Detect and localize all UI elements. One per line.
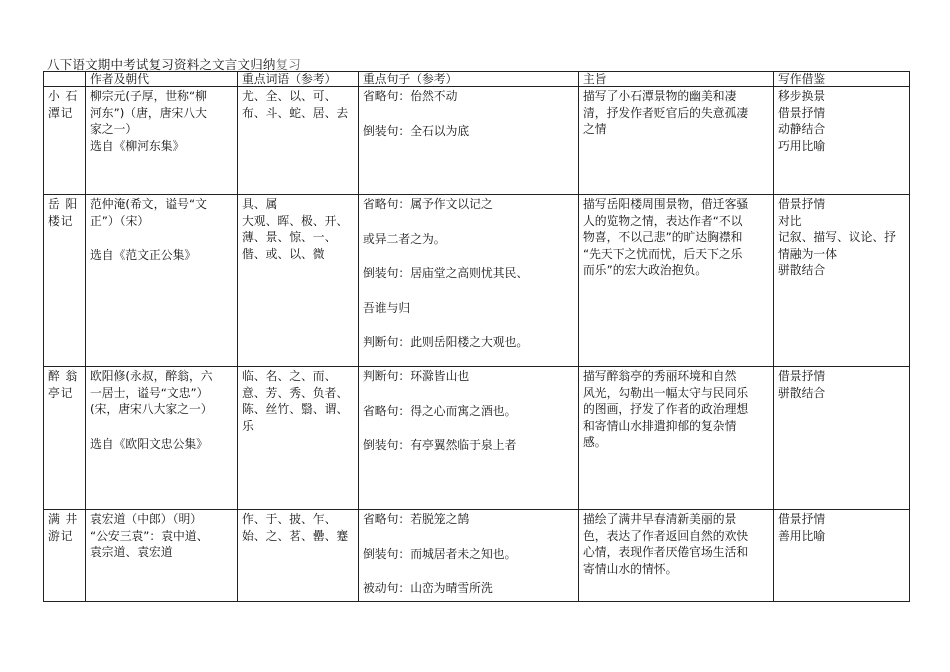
author-line: 正”）（宋） bbox=[90, 213, 150, 228]
title-suffix: 复习 bbox=[275, 57, 302, 72]
key-words-cell bbox=[238, 195, 359, 367]
key-words-cell bbox=[238, 510, 359, 602]
theme-line: 之情 bbox=[583, 122, 607, 136]
key-sentence: 被动句：山峦为晴雪所洗 bbox=[363, 581, 493, 595]
key-sentences-cell bbox=[359, 87, 579, 195]
theme-line: 描绘了满井早春清新美丽的景 bbox=[583, 512, 737, 526]
text-title-cell bbox=[44, 195, 86, 367]
theme-line: 人的览物之情，表达作者“不以 bbox=[583, 213, 743, 228]
header-row bbox=[44, 72, 910, 87]
theme-line: 心情，表现作者厌倦官场生活和 bbox=[583, 545, 749, 559]
key-sentence: 吾谁与归 bbox=[363, 300, 411, 315]
author-line: 家之一） bbox=[90, 122, 138, 136]
author-line: 河东”)（唐，唐宋八大 bbox=[90, 105, 207, 120]
author-cell bbox=[86, 367, 238, 510]
author-cell bbox=[86, 510, 238, 602]
technique-item: 借景抒情 bbox=[778, 105, 826, 120]
theme-line: 清，抒发作者贬官后的失意孤凄 bbox=[583, 105, 749, 120]
author-line: (宋，唐宋八大家之一） bbox=[90, 402, 213, 416]
header-cell-author: 作者及朝代 bbox=[86, 72, 238, 87]
key-sentence: 省略句：属予作文以记之 bbox=[363, 197, 493, 211]
author-line: 袁宏道（中郎）（明） bbox=[90, 512, 203, 526]
author-line: 范仲淹(希文，谥号“文 bbox=[90, 197, 207, 211]
theme-line: 描写醉翁亭的秀丽环境和自然 bbox=[583, 369, 737, 383]
theme-line: 寄情山水的情怀。 bbox=[583, 561, 678, 576]
key-words-line: 尤、全、以、可、 bbox=[242, 89, 337, 103]
text-title-line: 潭记 bbox=[48, 105, 74, 120]
key-sentence: 倒装句：居庙堂之高则忧其民、 bbox=[363, 266, 529, 280]
theme-line: 描写了小石潭景物的幽美和凄 bbox=[583, 89, 737, 103]
key-sentence: 倒装句：有亭翼然临于泉上者 bbox=[363, 438, 517, 452]
technique-item: 骈散结合 bbox=[778, 263, 826, 277]
theme-line: 物喜，不以己悲”的旷达胸襟和 bbox=[583, 230, 743, 244]
key-words-line: 临、名、之、而、 bbox=[242, 369, 337, 383]
technique-item: 情融为一体 bbox=[778, 246, 837, 261]
table-row bbox=[44, 367, 910, 510]
key-words-line: 大观、晖、极、开、 bbox=[242, 213, 349, 228]
theme-cell bbox=[579, 87, 774, 195]
key-sentences-cell bbox=[359, 367, 579, 510]
author-line: 选自《范文正公集》 bbox=[90, 248, 197, 262]
key-sentence: 倒装句：而城居者未之知也。 bbox=[363, 546, 517, 561]
technique-item: 借景抒情 bbox=[778, 512, 826, 526]
key-sentences-cell bbox=[359, 195, 579, 367]
header-cell-title bbox=[44, 72, 86, 87]
technique-item: 借景抒情 bbox=[778, 197, 826, 211]
header-cell-words: 重点词语（参考） bbox=[238, 72, 359, 87]
table-row bbox=[44, 510, 910, 602]
author-line: 选自《欧阳文忠公集》 bbox=[90, 436, 208, 451]
theme-line: 感。 bbox=[583, 435, 607, 449]
key-sentence: 判断句：环滁皆山也 bbox=[363, 369, 470, 383]
theme-line: “先天下之忧而忧，后天下之乐 bbox=[583, 246, 743, 261]
text-title-cell bbox=[44, 367, 86, 510]
text-title-line: 小 石 bbox=[48, 89, 79, 103]
key-sentence: 判断句：此则岳阳楼之大观也。 bbox=[363, 335, 529, 349]
theme-line: 风光，勾勒出一幅太守与民同乐 bbox=[583, 385, 749, 400]
key-words-line: 偕、或、以、微 bbox=[242, 246, 325, 261]
table-row bbox=[44, 87, 910, 195]
author-line: 一居士，谥号“文忠”） bbox=[90, 385, 209, 400]
key-sentence: 或异二者之为。 bbox=[363, 231, 446, 246]
key-sentences-cell bbox=[359, 510, 579, 602]
technique-item: 动静结合 bbox=[778, 122, 826, 136]
theme-cell bbox=[579, 510, 774, 602]
text-title-line: 岳 阳 bbox=[48, 197, 79, 211]
key-sentence: 省略句：若脱笼之鹄 bbox=[363, 512, 470, 526]
key-sentence: 省略句：得之心而寓之酒也。 bbox=[363, 403, 517, 418]
text-title-cell bbox=[44, 87, 86, 195]
summary-table bbox=[43, 71, 910, 602]
techniques-cell bbox=[774, 510, 910, 602]
key-words-cell bbox=[238, 87, 359, 195]
technique-item: 骈散结合 bbox=[778, 385, 826, 400]
header-cell-sentences: 重点句子（参考） bbox=[359, 72, 579, 87]
key-words-line: 乐 bbox=[242, 418, 254, 433]
technique-item: 借景抒情 bbox=[778, 369, 826, 383]
theme-cell bbox=[579, 367, 774, 510]
theme-line: 描写岳阳楼周围景物，借迁客骚 bbox=[583, 197, 749, 211]
text-title-cell bbox=[44, 510, 86, 602]
header-cell-theme: 主旨 bbox=[579, 72, 774, 87]
key-words-line: 布、斗、蛇、居、去 bbox=[242, 105, 349, 120]
key-words-line: 具、属 bbox=[242, 197, 278, 211]
key-words-line: 意、芳、秀、负者、 bbox=[242, 385, 349, 400]
key-sentence: 倒装句：全石以为底 bbox=[363, 123, 470, 138]
key-words-line: 始、之、茗、罍、蹇 bbox=[242, 528, 349, 543]
technique-item: 对比 bbox=[778, 213, 802, 228]
theme-line: 色，表达了作者返回自然的欢快 bbox=[583, 528, 749, 543]
technique-item: 记叙、描写、议论、抒 bbox=[778, 230, 896, 244]
key-sentence: 省略句：佁然不动 bbox=[363, 89, 458, 103]
technique-item: 移步换景 bbox=[778, 89, 826, 103]
theme-line: 的图画，抒发了作者的政治理想 bbox=[583, 402, 749, 416]
text-title-line: 醉 翁 bbox=[48, 369, 79, 383]
key-words-line: 作、于、披、乍、 bbox=[242, 512, 337, 526]
text-title-line: 亭记 bbox=[48, 385, 74, 400]
text-title-line: 满 井 bbox=[48, 512, 79, 526]
text-title-line: 楼记 bbox=[48, 213, 74, 228]
key-words-cell bbox=[238, 367, 359, 510]
author-cell bbox=[86, 87, 238, 195]
table-row bbox=[44, 195, 910, 367]
text-title-line: 游记 bbox=[48, 528, 74, 543]
author-cell bbox=[86, 195, 238, 367]
author-line: 欧阳修(永叔，醉翁，六 bbox=[90, 369, 213, 383]
theme-line: 而乐”的宏大政治抱负。 bbox=[583, 263, 708, 277]
technique-item: 善用比喻 bbox=[778, 528, 826, 543]
author-line: 柳宗元(子厚，世称“柳 bbox=[90, 89, 207, 103]
techniques-cell bbox=[774, 195, 910, 367]
theme-cell bbox=[579, 195, 774, 367]
key-words-line: 薄、景、惊、一、 bbox=[242, 230, 337, 244]
title-main: 八下语文期中考试复习资料之文言文归纳 bbox=[47, 57, 276, 72]
author-line: “公安三袁”：袁中道、 bbox=[90, 528, 209, 543]
techniques-cell bbox=[774, 87, 910, 195]
author-line: 袁宗道、袁宏道 bbox=[90, 545, 173, 559]
technique-item: 巧用比喻 bbox=[778, 138, 826, 153]
author-line: 选自《柳河东集》 bbox=[90, 138, 185, 153]
techniques-cell bbox=[774, 367, 910, 510]
header-cell-techniques: 写作借鉴 bbox=[774, 72, 910, 87]
theme-line: 和寄情山水排遣抑郁的复杂情 bbox=[583, 418, 737, 433]
key-words-line: 陈、丝竹、翳、谓、 bbox=[242, 402, 349, 416]
